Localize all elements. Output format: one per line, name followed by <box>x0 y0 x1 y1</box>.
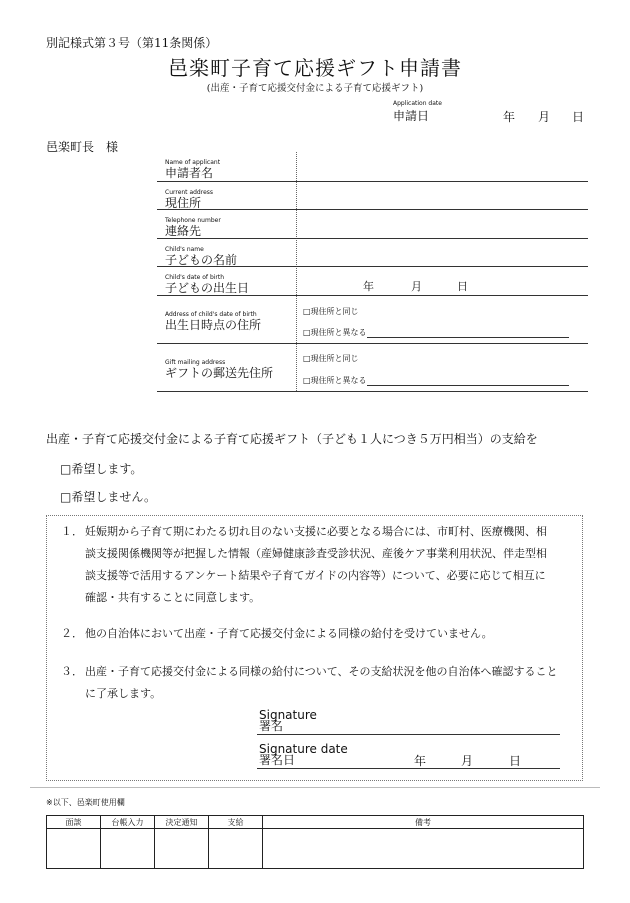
choice-wish-checkbox[interactable]: □希望します。 <box>60 462 143 476</box>
addressee: 邑楽町長 様 <box>46 140 119 154</box>
office-header-remarks: 備考 <box>263 816 584 829</box>
page-title: 邑楽町子育て応援ギフト申請書 <box>168 56 462 80</box>
office-cell-interview[interactable] <box>47 829 101 869</box>
office-header-registry: 台帳入力 <box>101 816 155 829</box>
consent-item-number: １． <box>61 525 83 538</box>
signature-en-label: Signature <box>259 708 317 722</box>
office-use-table <box>46 815 584 869</box>
consent-item-1 <box>61 521 575 609</box>
consent-line: 談支援関係機関等が把握した情報（産婦健康診査受診状況、産後ケア事業利用状況、伴走型相 <box>85 547 547 560</box>
row-telephone[interactable] <box>157 209 588 239</box>
application-date-year: 年 <box>503 110 516 124</box>
telephone-label: 連絡先 <box>165 224 202 238</box>
office-header-payment: 支給 <box>209 816 263 829</box>
application-date-day: 日 <box>572 110 585 124</box>
office-header-decision: 決定通知 <box>155 816 209 829</box>
birth-address-different-label: □現住所と異なる <box>303 328 367 337</box>
row-gift-mailing-address[interactable] <box>157 343 588 392</box>
signature-input-line[interactable] <box>257 734 560 735</box>
gift-address-label: ギフトの郵送先住所 <box>165 366 274 380</box>
signature-date-label: 署名日 <box>259 753 296 767</box>
row-child-name[interactable] <box>157 238 588 267</box>
section-divider <box>30 787 600 788</box>
child-birth-date-en-label: Child's date of birth <box>165 274 225 281</box>
consent-line: に了承します。 <box>85 687 162 700</box>
applicant-name-en-label: Name of applicant <box>165 159 221 166</box>
birth-address-different-checkbox[interactable] <box>303 327 569 338</box>
application-date-label: 申請日 <box>393 109 430 123</box>
applicant-name-label: 申請者名 <box>165 166 214 180</box>
office-cell-decision[interactable] <box>155 829 209 869</box>
choice-not-wish-checkbox[interactable]: □希望しません。 <box>60 490 157 504</box>
gift-address-different-label: □現住所と異なる <box>303 376 367 385</box>
gift-address-en-label: Gift mailing address <box>165 359 226 366</box>
birth-address-en-label: Address of child's date of birth <box>165 311 257 318</box>
consent-box <box>46 515 583 781</box>
consent-line: 妊娠期から子育て期にわたる切れ目のない支援に必要となる場合には、市町村、医療機関、相 <box>85 525 547 538</box>
signature-label: 署名 <box>259 719 284 733</box>
current-address-label: 現住所 <box>165 196 202 210</box>
signature-month-unit: 月 <box>461 754 474 768</box>
consent-line: 出産・子育て応援交付金による同様の給付について、その支給状況を他の自治体へ確認すること <box>85 665 558 678</box>
birth-address-same-checkbox[interactable]: □現住所と同じ <box>303 307 359 316</box>
signature-date-input-line[interactable] <box>257 768 560 769</box>
current-address-en-label: Current address <box>165 189 214 196</box>
consent-line: 確認・共有することに同意します。 <box>85 591 261 604</box>
row-current-address[interactable] <box>157 181 588 210</box>
row-applicant-name[interactable] <box>157 152 588 182</box>
support-request-text: 出産・子育て応援交付金による子育て応援ギフト（子ども１人につき５万円相当）の支給を <box>46 432 538 446</box>
signature-year-unit: 年 <box>414 754 427 768</box>
gift-address-same-checkbox[interactable]: □現住所と同じ <box>303 354 359 363</box>
office-cell-payment[interactable] <box>209 829 263 869</box>
row-child-birth-date[interactable] <box>157 266 588 296</box>
consent-item-2 <box>61 623 575 645</box>
signature-date-en-label: Signature date <box>259 742 348 756</box>
signature-day-unit: 日 <box>509 754 522 768</box>
applicant-info-table <box>157 152 588 391</box>
child-name-en-label: Child's name <box>165 246 204 253</box>
office-cell-remarks[interactable] <box>263 829 584 869</box>
consent-line: 他の自治体において出産・子育て応援交付金による同様の給付を受けていません。 <box>85 627 493 640</box>
office-cell-registry[interactable] <box>101 829 155 869</box>
office-header-interview: 面談 <box>47 816 101 829</box>
gift-address-different-checkbox[interactable] <box>303 375 569 386</box>
birth-address-label: 出生日時点の住所 <box>165 318 262 332</box>
consent-line: 談支援等で活用するアンケート結果や子育てガイドの内容等）について、必要に応じて相互に <box>85 569 546 582</box>
birth-address-input-line[interactable] <box>367 329 569 338</box>
gift-address-input-line[interactable] <box>367 377 569 386</box>
application-date-month: 月 <box>538 110 551 124</box>
telephone-en-label: Telephone number <box>165 217 221 224</box>
form-reference: 別記様式第３号（第11条関係） <box>46 36 218 50</box>
birth-year-unit: 年 <box>363 280 374 293</box>
consent-item-number: ３． <box>61 665 83 678</box>
child-birth-date-label: 子どもの出生日 <box>165 281 250 295</box>
birth-month-unit: 月 <box>411 280 422 293</box>
page-subtitle: (出産・子育て応援交付金による子育て応援ギフト) <box>206 83 424 94</box>
consent-item-number: ２． <box>61 627 83 640</box>
row-birth-address[interactable] <box>157 295 588 344</box>
consent-item-3 <box>61 661 575 705</box>
birth-day-unit: 日 <box>457 280 468 293</box>
office-use-note: ※以下、邑楽町使用欄 <box>46 798 125 807</box>
application-date-en-label: Application date <box>393 100 442 107</box>
child-name-label: 子どもの名前 <box>165 253 238 267</box>
